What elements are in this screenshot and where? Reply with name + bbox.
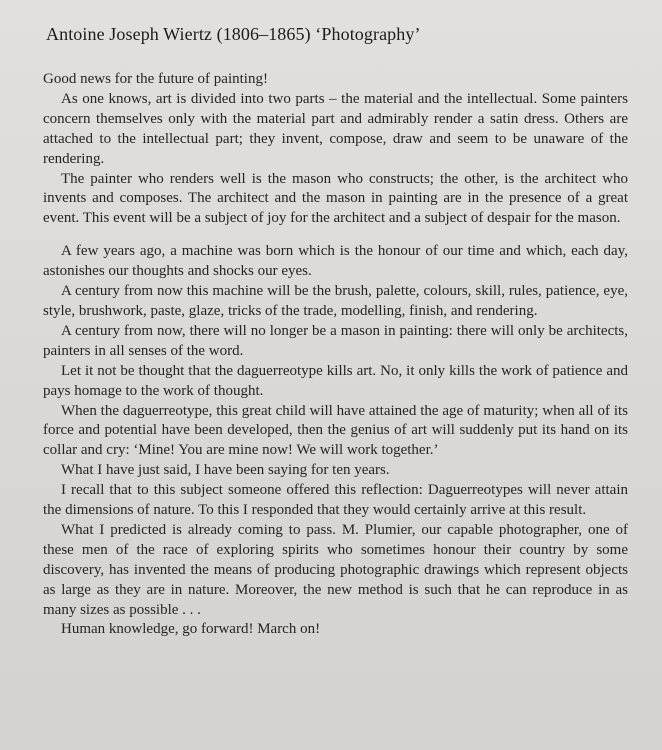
paragraph-mason-architect: The painter who renders well is the mason who constructs; the other, is the architect who invents and composes. The architect and the mason in painting are in the presence of a great event. This event will be a subject of joy for the architect and a subject of despair for the mason.: [43, 170, 628, 227]
document-body: [43, 70, 628, 640]
paragraph-art-two-parts: As one knows, art is divided into two parts – the material and the intellectual. Some painters concern themselves only with the material part and admirably render a satin dress. Others are attached to the intellectual part; they invent, compose, draw and seem to be unaware of the rendering.: [43, 90, 628, 167]
paragraph-maturity: When the daguerreotype, this great child will have attained the age of maturity; when all of its force and potential have been developed, then the genius of art will suddenly put its hand on its collar and cry: ‘Mine! You are mine now! We will work together.’: [43, 402, 628, 459]
paragraph-ten-years: What I have just said, I have been saying for ten years.: [61, 462, 390, 479]
paragraph-machine-born: A few years ago, a machine was born which is the honour of our time and which, each day, astonishes our thoughts and shocks our eyes.: [43, 243, 628, 280]
paragraph-closing: Human knowledge, go forward! March on!: [61, 621, 321, 638]
paragraph-dimensions: I recall that to this subject someone offered this reflection: Daguerreotypes will never attain the dimensions of nature. To this I responded that they would certainly arrive at this result.: [43, 482, 628, 519]
paragraph-opening: Good news for the future of painting!: [43, 71, 268, 87]
document-title: Antoine Joseph Wiertz (1806–1865) ‘Photography’: [46, 24, 421, 44]
paragraph-daguerreotype-kills: Let it not be thought that the daguerreotype kills art. No, it only kills the work of patience and pays homage to the work of thought.: [43, 362, 628, 399]
paragraph-century-brush: A century from now this machine will be the brush, palette, colours, skill, rules, patience, eye, style, brushwork, paste, glaze, tricks of the trade, modelling, finish, and rendering.: [43, 283, 628, 319]
section-divider-space: [43, 229, 628, 242]
paragraph-plumier: What I predicted is already coming to pass. M. Plumier, our capable photographer, one of these men of the race of exploring spirits who sometimes honour their country by some discovery, has invented the means of producing photographic drawings which represent objects as large as they are in nature. Moreover, the new method is such that he can reproduce in as many sizes as possible . . .: [43, 521, 628, 618]
paragraph-no-mason: A century from now, there will no longer be a mason in painting: there will only be architects, painters in all senses of the word.: [43, 322, 628, 359]
